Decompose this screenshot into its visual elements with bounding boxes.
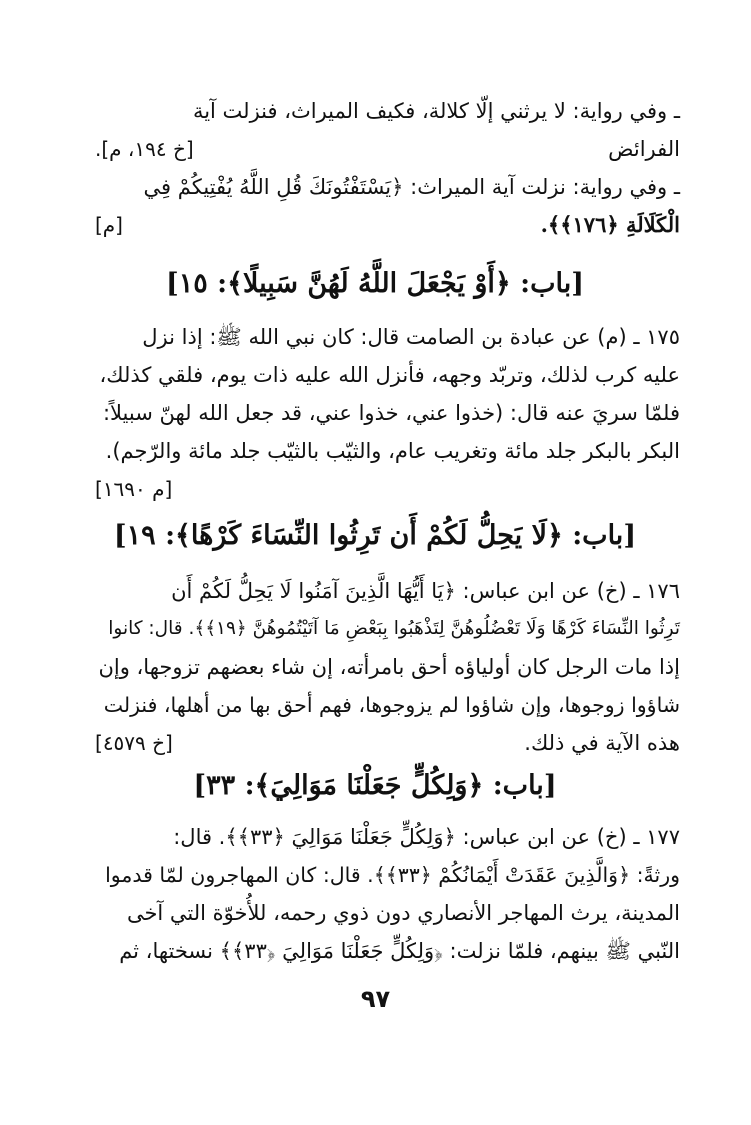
narration-block-1 bbox=[95, 92, 680, 244]
text-line: ورثةً: ﴿وَالَّذِينَ عَقَدَتْ أَيْمَانُكُمْ ﴿٣٣﴾﴾. قال: كان المهاجرون لمّا قدموا bbox=[105, 863, 680, 887]
text-line: إذا مات الرجل كان أولياؤه أحق بامرأته، إن شاء بعضهم تزوجها، وإن bbox=[98, 655, 680, 679]
line-text: الفرائض bbox=[608, 137, 680, 161]
text-line bbox=[95, 724, 680, 762]
text-line: ١٧٧ ـ (خ) عن ابن عباس: ﴿وَلِكُلٍّ جَعَلْنَا مَوَالِيَ ﴿٣٣﴾﴾. قال: bbox=[173, 825, 680, 849]
chapter-heading-15: [باب: ﴿أَوْ يَجْعَلَ اللَّهُ لَهُنَّ سَبِيلًا﴾: ١٥] bbox=[165, 268, 585, 299]
text-line bbox=[95, 130, 680, 168]
chapter-heading-33: [باب: ﴿وَلِكُلٍّ جَعَلْنَا مَوَالِيَ﴾: ٣٣] bbox=[193, 770, 557, 801]
text-line: المدينة، يرث المهاجر الأنصاري دون ذوي رحمه، للأُخوّة التي آخى bbox=[126, 901, 680, 925]
text-line: ـ وفي رواية: لا يرثني إلّا كلالة، فكيف الميراث، فنزلت آية bbox=[192, 99, 680, 123]
quran-verse: الْكَلَالَةِ ﴿١٧٦﴾﴾. bbox=[540, 212, 680, 237]
source-reference: [م ١٦٩٠] bbox=[95, 477, 173, 501]
chapter-heading-19: [باب: ﴿لَا يَحِلُّ لَكُمْ أَن تَرِثُوا النِّسَاءَ كَرْهًا﴾: ١٩] bbox=[113, 520, 637, 551]
text-line: ١٧٦ ـ (خ) عن ابن عباس: ﴿يَا أَيُّهَا الَّذِينَ آمَنُوا لَا يَحِلُّ لَكُمْ أَن bbox=[171, 579, 680, 603]
text-line: ـ وفي رواية: نزلت آية الميراث: ﴿يَسْتَفْتُونَكَ قُلِ اللَّهُ يُفْتِيكُمْ فِي bbox=[143, 175, 680, 199]
text-line: فلمّا سريَ عنه قال: (خذوا عني، خذوا عني، قد جعل الله لهنّ سبيلاً: bbox=[102, 401, 680, 425]
text-line: البكر بالبكر جلد مائة وتغريب عام، والثيّب بالثيّب جلد مائة والرّجم). bbox=[105, 439, 680, 463]
text-line bbox=[95, 206, 680, 244]
text-line: تَرِثُوا النِّسَاءَ كَرْهًا وَلَا تَعْضُلُوهُنَّ لِتَذْهَبُوا بِبَعْضِ مَا آتَيْتُمُوهُنَّ ﴿١٩﴾﴾. قال: كانوا bbox=[108, 618, 680, 639]
source-reference: [م] bbox=[95, 213, 123, 237]
line-text: هذه الآية في ذلك. bbox=[524, 731, 680, 755]
hadith-176 bbox=[95, 572, 680, 762]
text-line: عليه كرب لذلك، وتربّد وجهه، فأنزل الله عليه ذات يوم، فلقي كذلك، bbox=[99, 363, 680, 387]
source-reference: [خ ٤٥٧٩] bbox=[95, 731, 173, 755]
page-number: ٩٧ bbox=[360, 985, 391, 1013]
hadith-177 bbox=[95, 818, 680, 970]
text-line bbox=[95, 470, 680, 508]
text-line: شاؤوا زوجوها، وإن شاؤوا لم يزوجوها، فهم أحق بها من أهلها، فنزلت bbox=[103, 693, 680, 717]
source-reference: [خ ١٩٤، م]. bbox=[95, 137, 194, 161]
text-line: النّبي ﷺ بينهم، فلمّا نزلت: ﴿وَلِكُلٍّ جَعَلْنَا مَوَالِيَ ﴿٣٣﴾﴾ نسختها، ثم bbox=[119, 939, 680, 963]
text-line: ١٧٥ ـ (م) عن عبادة بن الصامت قال: كان نبي الله ﷺ: إذا نزل bbox=[142, 325, 680, 349]
hadith-175 bbox=[95, 318, 680, 508]
